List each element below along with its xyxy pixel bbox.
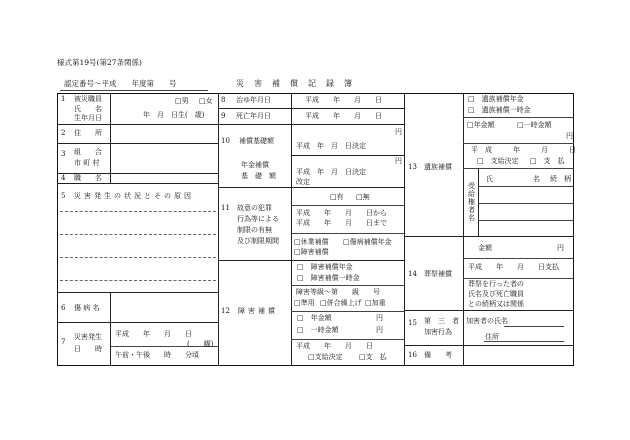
c3-line-6 [478,220,574,221]
funeral-note-3: との続柄又は関係 [468,300,524,308]
c1-line-5 [57,292,218,293]
row6-label: 傷 病 名 [74,304,100,312]
disability-pension-amount-checkbox[interactable]: □ 年金額 [297,314,332,322]
row6-number: 6 [61,304,66,312]
c3-line-10 [404,310,574,311]
injury-pension-checkbox[interactable]: □傷病補償年金 [343,238,392,246]
aggravation-checkbox[interactable]: □加重 [365,299,386,307]
col-divider-2 [404,93,405,366]
row5-number: 5 [61,192,66,200]
row2-label: 住 所 [74,129,102,137]
row10-label-2: 年金補償 [241,161,269,169]
row8-label: 治ゆ年月日 [236,96,271,104]
funeral-amount-yen: 円 [557,244,564,252]
col3-label-divider [463,93,464,366]
survivor-lumpsum-checkbox[interactable]: □ 遺族補償一時金 [468,106,531,114]
row11-label-2: 行為等による [237,215,279,223]
row3-label-2: 市 町 村 [74,159,100,167]
birth-date-field[interactable]: 年 月 日生( 歳) [143,111,205,119]
row10-label-3: 基 礎 額 [241,172,276,180]
accident-weekday-field[interactable]: ( 曜) [187,340,214,348]
row4-label: 職 名 [74,174,102,182]
row9-label: 死亡年月日 [236,112,271,120]
disability-compensation-checkbox[interactable]: □障害補償 [294,248,329,256]
funeral-note-1: 葬祭を行った者の [468,280,524,288]
c3-line-7 [404,236,574,237]
disability-pension-checkbox[interactable]: □ 障害補償年金 [297,263,353,271]
c3-line-8 [463,258,574,259]
row1-label-2: 氏 名 [74,105,102,113]
combined-raise-checkbox[interactable]: □併合繰上げ [320,299,362,307]
survivor-pension-amount-checkbox[interactable]: □年金額 [467,121,495,129]
offender-name-underline [504,326,564,327]
accident-date-field[interactable]: 平成 年 月 日 [115,330,192,338]
c1-line-2 [57,143,218,144]
survivor-lumpsum-amount-checkbox[interactable]: □一時金額 [517,121,552,129]
form-number: 様式第19号(第27条関係) [57,58,142,67]
document-title: 災 害 補 償 記 録 簿 [236,79,353,88]
base-amount-decision[interactable]: 平成 年 月 日決定 [296,142,366,150]
row8-number: 8 [221,96,226,104]
c2-line-3 [291,155,404,156]
c3-line-4 [478,186,574,187]
restriction-to-field[interactable]: 平成 年 月 日まで [296,219,387,227]
row16-number: 16 [408,351,417,359]
base-amount-yen: 円 [395,128,402,136]
disability-lumpsum-amount-checkbox[interactable]: □ 一時金額 [297,326,339,334]
disability-lumpsum-yen: 円 [376,326,383,334]
offender-name-field[interactable]: 加害者の氏名 [466,317,508,325]
row11-label-1: 故意の犯罪 [237,204,272,212]
c2-line-10 [291,339,404,340]
row15-label-2: 加害行為 [424,328,452,336]
row1-label-1: 被災職員 [74,95,102,103]
restriction-no-checkbox[interactable]: □無 [356,193,370,201]
offender-address-underline [484,341,564,342]
c2-line-2 [218,124,404,125]
row7-label-2: 日 時 [74,345,102,353]
row9-number: 9 [221,112,226,120]
row4-number: 4 [61,174,66,182]
row16-label: 備 考 [424,351,452,359]
accident-time-field[interactable]: 午前・午後 時 分頃 [115,351,199,359]
row11-number: 11 [221,204,230,212]
approval-number: 認定番号～平成 年度第 号 [64,79,177,88]
c1-line-6 [57,322,218,323]
disability-paid-checkbox[interactable]: □支 払 [359,353,387,361]
c3-line-5 [478,203,574,204]
row10-number: 10 [221,137,230,145]
c1-dash-1 [60,211,216,212]
disability-pension-yen: 円 [376,314,383,322]
c3-line-1 [463,117,574,118]
row13-number: 13 [408,163,417,171]
c1-line-1 [57,124,218,125]
row10-label-1: 補償基礎額 [239,137,274,145]
restriction-yes-checkbox[interactable]: □有 [330,193,344,201]
row11-label-3: 制限の有無 [237,226,272,234]
recipient-relation-header: 続 柄 [550,175,571,183]
approval-underline [60,90,208,91]
row14-number: 14 [408,270,417,278]
row11-label-4: 及び制限期間 [237,237,279,245]
survivor-date-field[interactable]: 平 成 年 月 日 [471,146,576,154]
c2-line-6 [291,233,404,234]
row12-label: 障害補償 [238,307,278,315]
sex-male-checkbox[interactable]: □男 [175,97,189,105]
row13-label: 遺族補償 [424,163,452,171]
c2-line-4 [218,187,404,188]
sex-female-checkbox[interactable]: □女 [199,97,213,105]
row15-number: 15 [408,319,417,327]
row15-label-1: 第 三 者 [424,317,459,325]
row14-label: 葬祭補償 [424,270,452,278]
col1-label-divider-a [110,93,111,183]
funeral-amount-label: 金額 [478,244,492,252]
col1-label-divider-b [110,292,111,366]
disability-date-field[interactable]: 平成 年 月 日 [296,342,373,350]
disability-decided-checkbox[interactable]: □支給決定 [308,353,343,361]
recipient-divider [478,168,479,236]
c2-line-5 [291,205,404,206]
funeral-paid-date[interactable]: 平成 年 月 日支払 [468,263,559,271]
c2-line-9 [291,311,404,312]
c1-dash-2 [60,234,216,235]
c2-line-7 [218,260,404,261]
row3-label-1: 組 合 [74,148,102,156]
leave-compensation-checkbox[interactable]: □休業補償 [294,238,329,246]
c2-line-8 [291,285,404,286]
row2-number: 2 [61,129,66,137]
row1-label-3: 生年月日 [74,114,102,122]
survivor-amount-yen: 円 [566,132,573,140]
row12-number: 12 [221,307,230,315]
c3-line-3 [463,168,574,169]
row7-label-1: 災害発生 [74,333,102,341]
pension-base-decision[interactable]: 平成 年 月 日決定 [296,168,366,176]
applied-checkbox[interactable]: □準用 [294,299,315,307]
c3-line-2 [463,143,574,144]
col2-label-divider [291,93,292,366]
cure-date-field[interactable]: 平成 年 月 日 [305,96,382,104]
row7-number: 7 [61,338,66,346]
survivor-pension-checkbox[interactable]: □ 遺族補償年金 [468,95,524,103]
c1-dash-4 [60,280,216,281]
recipient-name-header: 名 [533,175,540,183]
pension-base-revision[interactable]: 改定 [296,178,310,186]
row3-number: 3 [61,150,66,158]
c3-line-11 [404,345,574,346]
disability-grade-field[interactable]: 障害等級～第 級 号 [296,288,380,296]
survivor-decided-checkbox[interactable]: □ 支給決定 [477,157,519,165]
c1-dash-3 [60,257,216,258]
col-divider-1 [218,93,219,366]
funeral-note-2: 氏名及び死亡職員 [468,290,524,298]
offender-address-field[interactable]: 住所 [485,333,499,341]
death-date-field[interactable]: 平成 年 月 日 [305,112,382,120]
c3-line-9 [463,278,574,279]
disability-lumpsum-checkbox[interactable]: □ 障害補償一時金 [297,274,360,282]
restriction-from-field[interactable]: 平成 年 月 日から [296,209,387,217]
survivor-paid-checkbox[interactable]: □ 支 払 [530,157,565,165]
pension-base-yen: 円 [395,157,402,165]
recipient-surname-header: 氏 [486,175,493,183]
c2-line-1 [218,108,404,109]
recipient-label: 受給権者名 [468,182,475,223]
row5-label: 災害発生の状況とその原因 [74,192,194,200]
c1-line-4 [57,183,218,184]
row1-number: 1 [61,95,66,103]
